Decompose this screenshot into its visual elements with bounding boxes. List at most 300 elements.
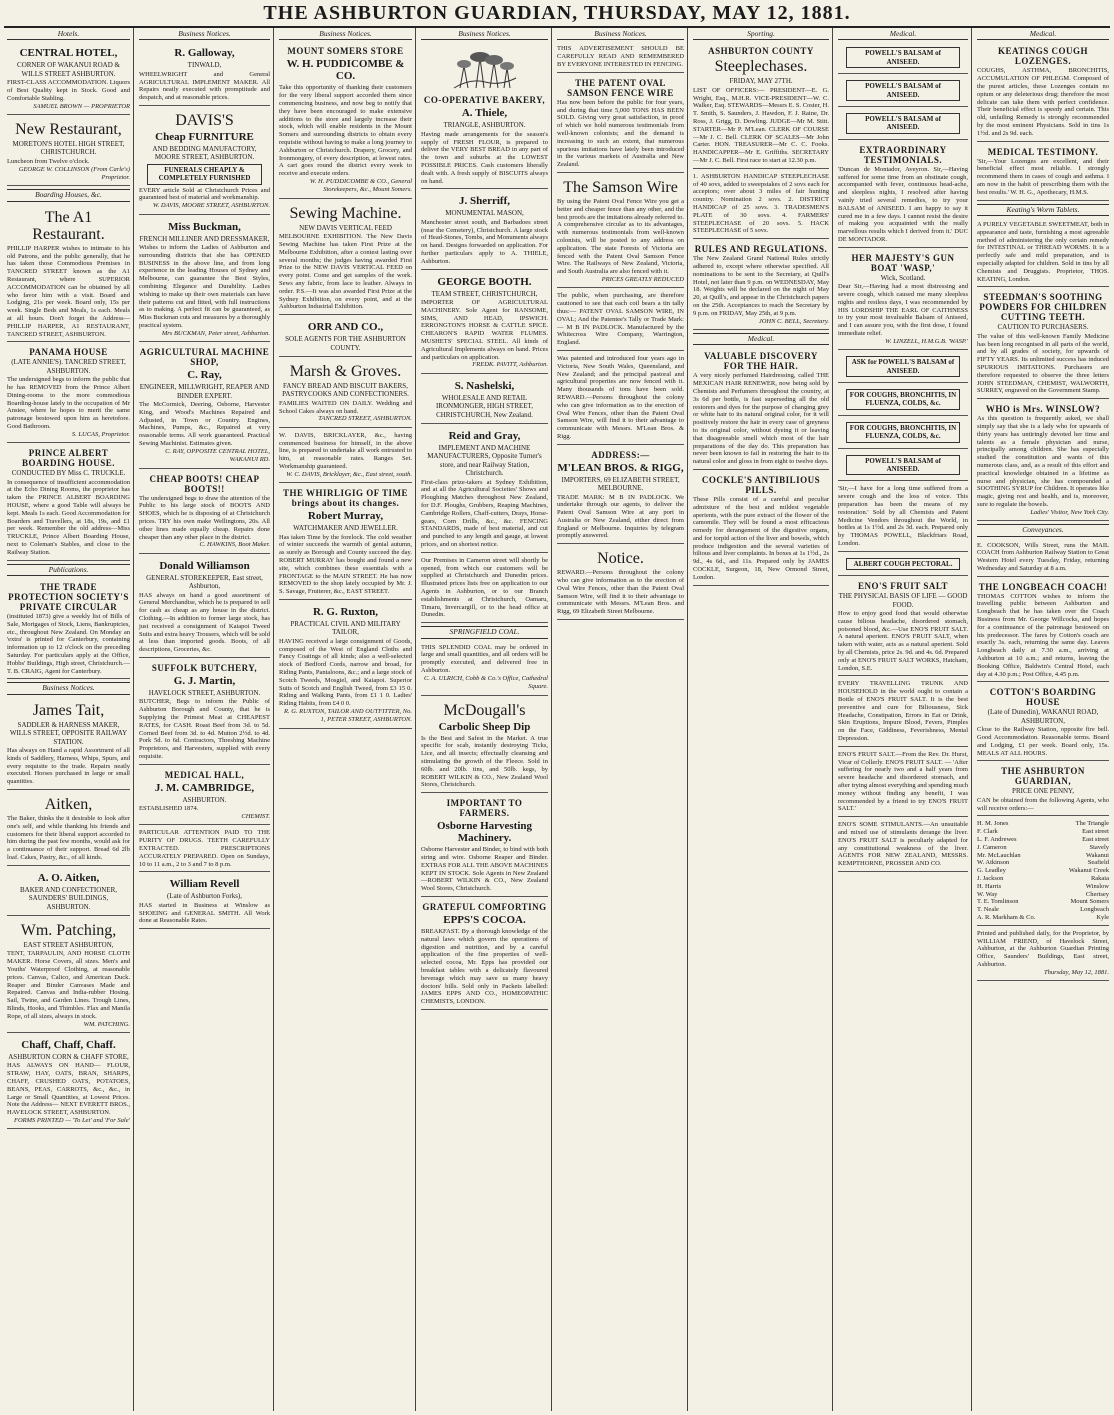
ad-body-text: FIRST-CLASS ACCOMMODATION. Liquors of Best Quality kept in Stock. Good and Comfortable Stabling.: [7, 79, 130, 102]
agent-place: The Triangle: [1075, 820, 1109, 828]
ad-subheadline: COTTON'S BOARDING HOUSE: [989, 687, 1097, 708]
column-heading: Business Notices.: [139, 30, 270, 40]
ad-signature: C. HAWKINS, Boot Maker.: [199, 541, 270, 549]
ad-body-text: TENT, TARPAULIN, AND HORSE CLOTH MAKER. Horse Covers, all sizes. Men's and Youths' Waterproof Clothing, at reasonable prices. Canvas, Calico, and American Duck. Reaper and Binder Canvases Made and Repaired. Canvas and India-rubber Hosing. Sail, Twine, and Garden Lines. Trough Lines, Blinds, Hooks, and Thimbles. Flax and Manila Rope, of all sizes, always in stock.: [7, 950, 130, 1020]
ad-signature: PRICES GREATLY REDUCED: [601, 275, 684, 283]
advertisement: [557, 447, 684, 545]
ad-address: PRICE ONE PENNY,: [1012, 787, 1074, 796]
ad-boxed-label: POWELL'S BALSAM of ANISEED.: [846, 113, 960, 134]
advertisement: [693, 43, 829, 168]
advertisement: [279, 359, 412, 428]
advertisement: [421, 795, 548, 897]
column-heading: Business Notices.: [557, 30, 684, 40]
ad-headline-large: The A1 Restaurant.: [32, 208, 105, 243]
section-heading: Boarding Houses, &c.: [7, 189, 130, 201]
agent-place: East street: [1082, 828, 1109, 836]
ad-headline-large: Notice.: [597, 550, 644, 568]
column-heading: Business Notices.: [421, 30, 548, 40]
ad-signature: R. G. RUXTON, TAILOR AND OUTFITTER, No. 1, PETER STREET, ASHBURTON.: [283, 707, 412, 724]
ad-body-text: ENO'S FRUIT SALT.—From the Rev. Dr. Hurst, Vicar of Collerly. ENO'S FRUIT SALT. — 'After suffering for nearly two and a half years from severe headache and disordered stomach, and after trying almost everything and spending much money without finding any benefit, I was recommended by a friend to try ENO'S FRUIT SALT.': [838, 750, 968, 813]
advertisement: [279, 43, 412, 198]
ad-body-text: The New Zealand Grand National Rules strictly adhered to, except where otherwise specified. All nominations to be sent to the Secretary, at Quill's Hotel, not later than 9 p.m. on WEDNESDAY, May 18. Weights will be declared on the night of May 20, at Quill's, and appear in the Christchurch papers on the 25th. Acceptances to reach the Secretary by 9 p.m. on FRIDAY, May 25th, at 9 p.m.: [693, 255, 829, 317]
ad-body-text: Take this opportunity of thanking their customers for the very liberal support accorded them since commencing business, and now beg to notify that they have been encouraged to make extensive additions to the store and largely increase their stock, which will enable residents in the Mount Somers and surrounding districts to obtain every requisite without having to make a long journey to Ashburton or Christchurch. Drapery, Grocery, and Ironmongery, of every description, at lowest rates. A cart goes round the district every week to receive and execute orders.: [279, 84, 412, 178]
agent-place: Longbeach: [1080, 906, 1109, 914]
advertisement: [977, 540, 1109, 577]
advertisement: [838, 352, 968, 383]
ad-address: PRACTICAL CIVIL AND MILITARY TAILOR,: [290, 619, 401, 637]
ad-address: SOLE AGENTS FOR THE ASHBURTON COUNTY.: [285, 335, 406, 352]
ad-body-text: LIST OF OFFICERS:— PRESIDENT—E. G. Wright, Esq., M.H.R. VICE-PRESIDENT—W. C. Walker, Esq. STEWARDS—Messrs E. S. Coster, H. T. Smith, S. Saunders, J. Hawdon, F. J. Raine, Dr. Ross, J. Grigg, D. Dowling. JUDGE—Mr M. Stitt. STARTER—Mr P. M'Lean. CLERK OF COURSE—Mr J. C. Bell. CLERK OF SCALES—Mr John Carter. HON. TREASURER—Mr C. C. Fooks. HANDICAPPER—Mr E. Griffiths. SECRETARY—Mr J. C. Bell. First race to start at 12.30 p.m.: [693, 86, 829, 164]
ad-body-text: 'Duncan de Montador, Aveyron. Sir,—Having suffered for some time from an obstinate cough, accompanied with fever, continuous head-ache, and sleepless nights, I resolved after having vainly tried several remedies, to try your BALSAM of ANISEED. I am happy to say it cured me in a few days. I cannot resist the desire of making you acquainted with the really marvellous results which I derived from it.' DUC DE MONTADOR.: [838, 165, 968, 244]
advertisement: [421, 191, 548, 269]
ad-signature: CHEMIST.: [241, 812, 270, 820]
section-heading: Keating's Worm Tablets.: [977, 204, 1109, 216]
ad-body-text: FAMILIES WAITED ON DAILY. Wedding and School Cakes always on hand.: [279, 399, 412, 415]
advertisement: [139, 344, 270, 468]
ad-body-text: Close to the Railway Station, opposite fire bell. Good Accommodation. Reasonable terms. Board and Lodging, £1 per week. Board only, 15s. MEALS AT ALL HOURS.: [977, 726, 1109, 757]
advertisement: [977, 763, 1109, 816]
agent-place: Stavely: [1089, 843, 1109, 851]
column-4: [418, 28, 552, 1411]
ad-signature: WM. PATCHING.: [83, 1020, 130, 1028]
ad-headline: A. Thiele,: [461, 107, 508, 120]
ad-body-text: Osborne Harvester and Binder, to bind with both string and wire. Osborne Reaper and Binder. EXTRAS FOR ALL THE ABOVE MACHINES KEPT IN STOCK. Sole Agents in New Zealand—ROBERT WILKIN & CO., New Zealand Wool Stores, Christchurch.: [421, 846, 548, 893]
agent-name: H. Harris: [977, 882, 1002, 890]
ad-body-text: Wishes to inform the Ladies of Ashburton and surrounding districts that she has OPENED BUSINESS in the above line, and from long experience in the leading Houses of Sydney and Melbourne, can guarantee the Best Styles, combining Elegance and Durability. Ladies wishing to make up their own materials can have their patterns cut and fitted, with full instructions as to making. A perfect fit can be guaranteed, as Miss Buckman cuts and measures by a thoroughly practical system.: [139, 244, 270, 329]
ad-address: WATCHMAKER AND JEWELLER.: [293, 524, 398, 533]
ad-body-text: THOMAS COTTON wishes to inform the travelling public between Ashburton and Longbeach that he has taken over the Coach Business from Mr. George Willcocks, and hopes for a continuance of the patronage bestowed on his predecessor. The fares by Cotton's coach are exactly 3s. each, returning the same day. Leaves Longbeach daily at 7.30 a.m., arriving at Ashburton at 10 a.m.; and returns, leaving the Booking Office, Baldwin's Central Hotel, each day at 4.30 p.m.; Post Office, 4.45 p.m.: [977, 592, 1109, 678]
advertisement: [838, 749, 968, 817]
ad-headline: Robert Murray,: [307, 510, 384, 523]
agent-place: Mount Somers: [1070, 898, 1109, 906]
column-heading: Hotels.: [7, 30, 130, 40]
ad-body-text: By using the Patent Oval Fence Wire you get a better and cheaper fence than any other, and the best proofs are the imitations already referred to. A comprehensive circular as to its advantages, with numerous testimonials from well-known colonists, will be posted to any address on application. The state Forests of Victoria are fenced with the Patent Oval Samson Fence Wire. The Railways of New Zealand, Victoria, and South Australia are also fenced with it.: [557, 197, 684, 276]
advertisement: [139, 471, 270, 554]
ad-subheadline: COCKLE'S ANTIBILIOUS PILLS.: [701, 474, 821, 495]
advertisement: [838, 578, 968, 676]
advertisement: [139, 874, 270, 929]
column-2: [136, 28, 274, 1411]
ad-signature: GEORGE W. COLLINSON (From Carle's) Proprietor.: [18, 165, 130, 182]
advertisement: [977, 928, 1109, 981]
ad-body-text: MELBOURNE EXHIBITION. The New Davis Sewing Machine has taken First Prize at the Melbourne Exhibition, after a contest lasting over several months; the judges having awarded First Prize to the NEW DAVIS VERTICAL FEED on every point. Come and get samples of the work. Sews any fabric, from lace to leather. Always in order. P.S.—It was also awarded First Prize at the Sydney Exhibition, on every point, and at the Ashburton Industrial Exhibition.: [279, 233, 412, 311]
advertisement: [838, 109, 968, 140]
advertisement: [693, 348, 829, 470]
ad-subheadline: CO-OPERATIVE BAKERY,: [423, 95, 546, 106]
ad-subheadline: THE ASHBURTON GUARDIAN,: [1001, 766, 1085, 787]
ad-body-text: Luncheon from Twelve o'clock.: [7, 157, 90, 165]
ad-boxed-label: POWELL'S BALSAM of ANISEED.: [846, 47, 960, 68]
ad-body-text: WHEELWRIGHT and General AGRICULTURAL IMPLEMENT MAKER. All Repairs neatly executed with promptitude and despatch, and at reasonable prices.: [139, 70, 270, 102]
ad-address: WHOLESALE AND RETAIL IRONMONGER, HIGH STREET, CHRISTCHURCH, New Zealand.: [435, 393, 534, 419]
ad-body-text: E. COOKSON, Wills Street, runs the MAIL COACH from Ashburton Railway Station to Great Western Hotel every Tuesday, Friday, returning Wednesday and Saturday at 8 a.m.: [977, 541, 1109, 572]
advertisement: [838, 483, 968, 551]
ad-body-text: CAN be obtained from the following Agents, who will receive orders:—: [977, 796, 1109, 812]
column-heading: Sporting.: [693, 30, 829, 40]
ad-signature: S. LUCAS, Proprietor.: [71, 430, 130, 438]
advertisement: [838, 385, 968, 416]
advertisement: [279, 201, 412, 315]
advertisement: [977, 818, 1109, 925]
advertisement: [557, 43, 684, 72]
ad-body-text: IMPORTER OF AGRICULTURAL MACHINERY. Sole Agent for RANSOME, SIMS, AND HEAD, IPSWICH. ERRONGTON'S HORSE & CATTLE SPICE. CHEARON'S RAPID WATER FLUMES. MUSHETS' SPECIAL STEEL. All kinds of Agricultural Implements always on hand. Prices and particulars on application.: [421, 298, 548, 361]
section-heading: Medical.: [693, 333, 829, 345]
advertisement: [557, 546, 684, 620]
advertisement: [421, 43, 548, 189]
advertisement: [7, 868, 130, 916]
advertisement: [557, 353, 684, 445]
ad-signature: Thursday, May 12, 1881.: [1044, 968, 1109, 976]
column-heading: Medical.: [838, 30, 968, 40]
ad-headline-large: Wm. Patching,: [20, 921, 117, 939]
ad-body-text: Is the Best and Safest in the Market. A true specific for scab, instantly destroying Ticks, Lice, and all insects; effectually cleansing and stimulating the growth of the Fleece. Sold in 60lb. and 20lb. tins, and 50lb. kegs, by ROBERT WILKIN & CO., New Zealand Wool Stores, Christchurch.: [421, 734, 548, 789]
agent-place: East street: [1082, 836, 1109, 844]
ad-body-text: PARTICULAR ATTENTION PAID TO THE PURITY OF DRUGS. TEETH CAREFULLY EXTRACTED. PRESCRIPTIONS ACCURATELY PREPARED. Open on Sundays, 10 to 11 a.m., 2 to 3 and 7 to 8 p.m.: [139, 829, 270, 868]
ad-address: FANCY BREAD AND BISCUIT BAKERS, PASTRYCOOKS AND CONFECTIONERS.: [282, 381, 409, 399]
column-3: [276, 28, 416, 1411]
advertisement: [279, 602, 412, 729]
advertisement: [139, 217, 270, 343]
ad-address: FRENCH MILLINER AND DRESSMAKER,: [139, 234, 270, 243]
column-8: [974, 28, 1112, 1411]
ad-body-text: HAVING received a large consignment of Goods, composed of the West of England Cloths and Fancy Coatings of all kinds; also a well-selected stock of Bedford Cords, narrow and broad, for Riding Pants, Pantaloons, &c.; and a large stock of Scotch Tweeds, Mosgiel, and Kaiapoi. Superior Suits of Scotch and English Tweed, from £3 15 0. Riding and Walking Pants, from £1 1 0. Ladies' Riding Habits, from £4 0 0.: [279, 637, 412, 708]
ad-signature: JOHN C. BELL, Secretary.: [758, 317, 829, 325]
ad-boxed-label: POWELL'S BALSAM of ANISEED.: [846, 80, 960, 101]
agent-name: A. R. Markham & Co.: [977, 914, 1036, 922]
ad-body-text: First-class prize-takers at Sydney Exhibition, and at all the Agricultural Societies' Shows and Ploughing Matches throughout New Zealand, for D.F. Ploughs, Grubbers, Reaping Machines, Cambridge Rollers, Chaff-cutters, Drays, Horse-gears, Corn Drills, &c., &c. FENCING STANDARDS, made of best material, and cut and punched to any length and gauge, at lowest prices, and on shortest notice.: [421, 478, 548, 548]
ad-signature: W. C. DAVIS, Bricklayer, &c., East street, south.: [286, 470, 412, 478]
agent-row: [977, 852, 1109, 860]
ad-headline: Cheap FURNITURE: [155, 131, 254, 143]
section-heading: SPRINGFIELD COAL.: [421, 626, 548, 638]
ad-headline-large: New Restaurant,: [15, 121, 122, 139]
ad-signature: TANCRED STREET, ASHBURTON.: [318, 415, 412, 423]
ad-address: THE PHYSICAL BASIS OF LIFE — GOOD FOOD.: [838, 592, 968, 609]
advertisement: [557, 175, 684, 288]
ad-subheadline: ENO'S FRUIT SALT: [857, 581, 949, 592]
advertisement: [693, 171, 829, 239]
agent-name: J. Jackson: [977, 875, 1004, 883]
advertisement: [7, 117, 130, 186]
ad-address: HAVELOCK STREET, ASHBURTON.: [148, 688, 261, 697]
agent-row: [977, 883, 1109, 891]
agent-name: T. E. Tomlinson: [977, 898, 1019, 906]
advertisement: [977, 289, 1109, 399]
ad-headline: Reid and Gray,: [448, 429, 521, 442]
ad-body-text: A very nicely perfumed Hairdressing, called THE MEXICAN HAIR RENEWER, now being sold by Chemists and Perfumers throughout the country, at 3s 6d per bottle, is fast superseding all the old restorers and dyes for the purpose of changing grey or white hair to its natural original color, for it will positively restore the hair in every case of greyness to its original color, without dyeing it or leaving that disagreeable smell which most of the hair preparations of the day do. This preparation has never been known to fail in restoring the hair to its natural color and gloss in from eight to twelve days.: [693, 372, 829, 466]
advertisement: [7, 445, 130, 560]
advertisement: [838, 678, 968, 746]
ad-address: CORNER OF WAKANUI ROAD & WILLS STREET ASHBURTON.: [17, 61, 120, 78]
column-7: [835, 28, 972, 1411]
ad-body-text: EVERY article Sold at Christchurch Prices and guaranteed best of material and workmanship.: [139, 186, 270, 202]
section-heading: Publications.: [7, 564, 130, 576]
ad-subheadline: WHO is Mrs. WINSLOW?: [985, 404, 1101, 415]
ad-subheadline: KEATINGS COUGH LOZENGES.: [997, 46, 1089, 67]
ad-headline: W. H. PUDDICOMBE & CO.: [286, 58, 405, 83]
ad-body-text: Dear Sir,—Having had a most distressing and severe cough, which caused me many sleepless nights and restless days, I was recommended by HIS LORDSHIP THE EARL OF CAITHNESS to try your most invaluable Balsam of Aniseed, and I can assure you, with the first dose, I found immediate relief.: [838, 283, 968, 337]
advertisement: [139, 767, 270, 826]
columns: [0, 28, 1114, 1411]
ad-subheadline: MOUNT SOMERS STORE: [287, 46, 404, 57]
masthead-title: THE ASHBURTON GUARDIAN, THURSDAY, MAY 12, 1881.: [263, 1, 851, 24]
advertisement: [421, 698, 548, 794]
advertisement: [838, 76, 968, 107]
ad-body-text: As this question is frequently asked, we shall simply say that she is a lady who for upwards of thirty years has untiringly devoted her time and talents as a female physician and nurse, principally among children. She has especially studied the constitution and wants of this numerous class, and, as a result of this effort and practical knowledge obtained in a lifetime as nurse and physician, she has compounded a SOOTHING SYRUP for Children. It operates like magic, giving rest and health, and is, moreover, sure to regulate the bowels.: [977, 415, 1109, 508]
ad-subheadline: THE TRADE PROTECTION SOCIETY'S PRIVATE CIRCULAR: [8, 581, 129, 612]
column-heading: Business Notices.: [279, 30, 412, 40]
advertisement: [838, 554, 968, 576]
ad-subheadline: CHEAP BOOTS! CHEAP BOOTS!!: [149, 473, 260, 494]
ad-headline: Miss Buckman,: [168, 220, 241, 233]
ad-signature: W. LINZELL, H.M.G.B. 'WASP.': [885, 337, 968, 345]
advertisement: [838, 819, 968, 872]
ad-address: GENERAL STOREKEEPER, East street, Ashburton,: [146, 573, 263, 591]
ad-subheadline: STEEDMAN'S SOOTHING POWDERS FOR CHILDREN CUTTING TEETH.: [979, 292, 1107, 323]
ad-body-text: How to enjoy good food that would otherwise cause bilious headache, disordered stomach, poisoned blood, &c.—Use ENO'S FRUIT SALT. A natural aperient. ENO'S FRUIT SALT, when taken with water, acts as a natural aperient. Sold by all Chemists, price 2s. 9d. and 4s. 6d. Prepared only at ENO'S FRUIT SALT WORKS, Hatcham, London, S.E.: [838, 610, 968, 672]
agent-row: [977, 820, 1109, 828]
ad-headline-large: McDougall's: [443, 701, 526, 719]
agent-name: Mr. McLauchlan: [977, 851, 1021, 859]
ad-body-text: 1. ASHBURTON HANDICAP STEEPLECHASE of 40 sovs, added to sweepstakes of 2 sovs each for acceptors; over about 3 miles of fair hunting country. Nomination 2 sovs. 2. DISTRICT HANDICAP of 25 sovs. 3. TRADESMEN'S PLATE of 30 sovs. 4. FARMERS' STEEPLECHASE of 20 sovs. 5. HACK STEEPLECHASE of 5 sovs.: [693, 172, 829, 235]
agent-row: [977, 859, 1109, 867]
ad-body-text: A PURELY VEGETABLE SWEETMEAT, both in appearance and taste, furnishing a most agreeable method of administering the only certain remedy for INTESTINAL or THREAD WORMS. It is a perfectly safe and mild preparation, and is especially adapted for children. Sold in tins by all Chemists and Druggists. Proprietor, THOS. KEATING, London.: [977, 220, 1109, 283]
advertisement: [139, 108, 270, 215]
ad-headline-large: Marsh & Groves.: [289, 362, 402, 380]
ad-headline: William Revell: [169, 878, 240, 891]
advertisement: [7, 579, 130, 679]
ad-headline: Osborne Harvesting Machinery.: [436, 820, 533, 845]
agent-name: F. Clark: [977, 828, 998, 836]
ad-address: ASHBURTON CORN & CHAFF STORE,: [8, 1052, 129, 1061]
ad-body-text: The McCormick, Deering, Osborne, Harvester King, and Wood's Machines Repaired and Adjusted, in Town or Country. Engines, Machines, Pumps, &c., Repaired at very reasonable terms. All work guaranteed. Practical Sewing Machinist. Estimates given.: [139, 401, 270, 447]
ad-body-text: HAS always on hand a good assortment of General Merchandise, which he is prepared to sell for cash as cheap as any house in the district. Clothing.—In addition to former large stock, has just received a consignment of Kaiapoi Tweed Suits and extra heavy Trousers, which will be sold at less than imported goods. Boots, of all descriptions, Groceries, &c.: [139, 591, 270, 654]
agent-name: W. Atkinson: [977, 859, 1010, 867]
agent-row: [977, 898, 1109, 906]
advertisement: [7, 43, 130, 115]
ad-headline: ORR AND CO.,: [307, 321, 384, 334]
advertisement: [838, 250, 968, 350]
ad-boxed-label: ASK for POWELL'S BALSAM of ANISEED.: [846, 356, 960, 377]
ad-body-text: W. DAVIS, BRICKLAYER, &c., having commenced business for himself, in the above line, is prepared to undertake all work entrusted to him, at reasonable rates. Ranges Set. Workmanship guaranteed.: [279, 431, 412, 470]
agent-name: H. M. Jones: [977, 820, 1009, 828]
ad-body-text: BUTCHER, Begs to inform the Public of Ashburton Borough and County, that he is Supplying the Primest Meat at CHEAPEST RATES, for CASH. Roast Beef from 3d. to 5d. Corned Beef from 3d. to 4d. Mutton 2½d. to 4d. Pork 5d. to 6d. Contractors, Threshing Machine Proprietors, and Harvesters, supplied with every requisite.: [139, 698, 270, 760]
ad-address: TEAM STREET, CHRISTCHURCH,: [431, 289, 538, 298]
ad-address: ENGINEER, MILLWRIGHT, REAPER AND BINDER EXPERT.: [139, 383, 270, 400]
ad-boxed-label: ALBERT COUGH PECTORAL.: [846, 558, 960, 570]
column-1: [4, 28, 134, 1411]
ad-headline-large: Steeplechases.: [714, 58, 808, 76]
ad-address: MORETON'S HOTEL HIGH STREET, CHRISTCHURCH.: [12, 140, 125, 157]
ad-body-text: Has always on Hand a rapid Assortment of all kinds of Saddlery, Harness, Whips, Spurs, and every requisite to the trade. Repairs neatly executed. Horses purchased in large or small quantities.: [7, 746, 130, 786]
ad-body-text: The value of this well-known Family Medicine has been long recognised in all parts of the world, and by all grades of society, for upwards of FIFTY YEARS. Its unlimited success has induced SPURIOUS IMITATIONS. Purchasers are therefore requested to observe the three letters JOHN STEEDMAN, CHEMIST, WALWORTH, SURREY, engraved on the Government Stamp.: [977, 332, 1109, 395]
advertisement: [838, 43, 968, 74]
agent-place: Chertsey: [1085, 890, 1109, 898]
ad-headline: G. J. Martin,: [173, 674, 236, 687]
ad-body-text: ENO'S SOME STIMULANTS.—An unsuitable and mixed use of stimulants derange the liver. ENO'S FRUIT SALT is peculiarly adapted for any constitutional weakness of the liver. AGENTS FOR NEW ZEALAND, MESSRS. KEMPTHORNE, PROSSER AND CO.: [838, 821, 968, 868]
ad-signature: C. RAY, OPPOSITE CENTRAL HOTEL, WAKANUI RD.: [165, 447, 270, 464]
ad-subheadline: PANAMA HOUSE: [29, 347, 108, 358]
ad-address: SADDLER & HARNESS MAKER, WILLS STREET, OPPOSITE RAILWAY STATION.: [9, 720, 128, 746]
ad-body-text: 'Sir,—Your Lozenges are excellent, and their beneficial effect most reliable. I strongly recommend them in cases of cough and asthma. I am now in the habit of prescribing them with the best results.' W. H. G., Apothecary, H.M.S.: [977, 157, 1109, 196]
ad-address: EAST STREET ASHBURTON,: [23, 940, 114, 949]
ad-address: CAUTION TO PURCHASERS.: [997, 323, 1089, 332]
ad-address: TINWALD,: [187, 61, 222, 70]
advertisement: [557, 290, 684, 351]
ad-boxed-label: FOR COUGHS, BRONCHITIS, IN FLUENZA, COLDS, &c.: [846, 389, 960, 410]
ad-address: (Late of Ashburton Forks),: [166, 892, 243, 901]
advertisement: [279, 485, 412, 600]
agent-row: [977, 875, 1109, 883]
agent-row: [977, 891, 1109, 899]
ad-headline: CENTRAL HOTEL,: [19, 47, 118, 60]
ad-body-text: HAS started in Business at Winslow as SHOEING and GENERAL SMITH. All Work done at Reasonable Rates.: [139, 901, 270, 925]
ad-headline-large: DAVIS'S: [175, 112, 234, 129]
ad-address: TRIANGLE, ASHBURTON.: [443, 121, 526, 130]
ad-headline: R. Galloway,: [174, 47, 235, 60]
ad-subheadline: RULES AND REGULATIONS.: [694, 244, 828, 255]
agent-name: G. Leadley: [977, 867, 1006, 875]
ad-address: IMPLEMENT AND MACHINE MANUFACTURERS, Opposite Turner's store, and near Railway Station, Christchurch.: [427, 443, 542, 478]
ad-signature: C. A. ULRICH, Cobb & Co.'s Office, Cathedral Square.: [423, 674, 548, 691]
ad-headline: C. Ray,: [187, 369, 222, 382]
advertisement: [421, 899, 548, 1010]
advertisement: [838, 451, 968, 482]
ad-headline-large: Sewing Machine.: [289, 204, 402, 222]
ad-body-text: Was patented and introduced four years ago in Victoria, New South Wales, Queensland, and New Zealand; and the principal pastoral and agricultural properties are now fenced with it. Many thousands of tons have been sold. REWARD.—Persons throughout the colony who can give information as to the erection of Oval Wire Fences, other than the Patent Oval Samson Wire, will find it to their advantage to communicate with Messrs. M'Lean Bros. & Rigg.: [557, 354, 684, 440]
ad-address: (LATE ANNIE'S). TANCRED STREET, ASHBURTON.: [11, 358, 126, 375]
advertisement: [279, 430, 412, 483]
ad-headline-large: Aitken,: [44, 795, 93, 813]
ad-signature: FORMS PRINTED — 'To Let' and 'For Sale': [13, 1116, 130, 1124]
section-heading: Conveyances.: [977, 524, 1109, 536]
ad-body-text: PHILLIP HARPER wishes to intimate to his old Patrons, and the public generally, that he has taken those Commodious Premises in TANCRED STREET known as the A1 Restaurant, where SUPERIOR ACCOMMODATION can be obtained by all who favor him with a visit. Board and Lodging, 21s per week. Board only, 15s per week. Single Beds and Meals, 1s each. Meals at all hours. Don't forget the Address— PHILLIP HARPER, A1 RESTAURANT, TANCRED STREET, ASHBURTON.: [7, 244, 130, 338]
advertisement: [421, 642, 548, 696]
ad-body-text: The undersigned begs to draw the attention of the Public to his large stock of BOOTS AND SHOES, which he is disposing of at Christchurch prices. TRY his own make Wellingtons, 20s. All other lines made equally cheap. Repairs done cheaper than any other place in the district.: [139, 494, 270, 541]
ad-body-text: In consequence of insufficient accommodation at the Echo Dining Rooms, the proprietor has taken the PRINCE ALBERT BOARDING HOUSE, where a good Table will always be kept. Meals 1s each. Good Accommodation for Boarders and Travellers, at 18s, 19s, and £1 per week. Remember the old address—Miss TRUCKLE, Prince Albert Boarding House, next to Coleman's Stables, and close to the Railway Station.: [7, 478, 130, 556]
agent-row: [977, 914, 1109, 922]
advertisement: [693, 241, 829, 330]
ad-body-text: Having made arrangements for the season's supply of FRESH FLOUR, is prepared to deliver the VERY BEST BREAD in any part of the town and suburbs at the LOWEST POSSIBLE PRICES. Cash customers liberally dealt with. A fresh supply of BISCUITS always on hand.: [421, 130, 548, 185]
ad-address: (Late of Dunedin), WAKANUI ROAD, ASHBURTON,: [987, 708, 1099, 725]
advertisement: [977, 401, 1109, 521]
ad-signature: W. H. PUDDICOMBE & CO., General Storekeepers, &c., Mount Somers.: [309, 177, 412, 194]
ad-subheadline: THE LONGBEACH COACH!: [978, 581, 1108, 592]
ad-subheadline: EXTRAORDINARY TESTIMONIALS.: [859, 144, 947, 165]
ad-subheadline: ASHBURTON COUNTY: [708, 46, 814, 57]
advertisement: [421, 376, 548, 424]
advertisement: [977, 579, 1109, 683]
advertisement: [139, 660, 270, 765]
ad-subheadline: MEDICAL HALL,: [164, 769, 245, 780]
ad-body-text: Has taken Time by the forelock. The cold weather of winter succeeds the warmth of genial autumn, as surely as Borough and County succeed the day. ROBERT MURRAY has bought and found a new site, which combines these essentials with a FRONTAGE to the MAIN STREET. He has now REMOVED to the shop lately occupied by Mr. J. S. Savage, Fruiterer, &c., EAST STREET.: [279, 533, 412, 596]
ad-subheadline: THE PATENT OVAL SAMSON FENCE WIRE: [567, 77, 674, 98]
advertisement: [7, 698, 130, 790]
column-5: [554, 28, 688, 1411]
bakery-engraving-icon: [450, 48, 520, 92]
advertisement: [421, 555, 548, 623]
ad-headline: GEORGE BOOTH.: [437, 275, 532, 288]
ad-headline: S. Nashelski,: [454, 379, 515, 392]
advertisement: [838, 142, 968, 248]
ad-body-text: Our Premises in Cameron street will shortly be opened, from which our customers will be supplied at Christchurch and Dunedin prices. Illustrated prices lists free on application to our Agents in Ashburton, or to our Branch establishments at Christchurch, Oamaru, Timaru, Invercargill, or to the head office at Dunedin.: [421, 556, 548, 619]
ad-headline: M'LEAN BROS. & RIGG,: [557, 461, 684, 474]
agent-row: [977, 844, 1109, 852]
ad-address: ASHBURTON.: [182, 795, 227, 804]
ad-body-text: EVERY TRAVELLING TRUNK AND HOUSEHOLD in the world ought to contain a Bottle of ENO'S FRUIT SALT. It is the best preventive and cure for Biliousness, Sick Headache, Constipation, Errors in Eat or Drink, Skin Eruptions, Impure Blood, Fevers, Pimples on the Face, Giddiness, Feverishness, Mental Depression.: [838, 680, 968, 742]
section-heading: Business Notices.: [7, 682, 130, 694]
advertisement: [557, 75, 684, 173]
ad-address: IMPORTERS, 69 ELIZABETH STREET, MELBOURNE.: [561, 475, 680, 493]
agent-place: Kyle: [1096, 914, 1109, 922]
agent-row: [977, 906, 1109, 914]
ad-body-text: ESTABLISHED 1874.: [139, 805, 199, 813]
ad-address: AND BEDDING MANUFACTORY, MOORE STREET, ASHBURTON.: [152, 145, 257, 162]
advertisement: [693, 472, 829, 586]
ad-subheadline: THE WHIRLIGIG OF TIME brings about its changes.: [282, 488, 409, 509]
column-6: [690, 28, 833, 1411]
advertisement: [139, 556, 270, 658]
ad-headline: J. M. CAMBRIDGE,: [154, 781, 255, 794]
ad-body-text: COUGHS, ASTHMA, BRONCHITIS, ACCUMULATION OF PHLEGM. Composed of the purest articles, these Lozenges contain no opium or any deleterious drug; therefore the most delicate can take them with perfect confidence. Their beneficial effect is speedy and certain. This old, unfailing Remedy is strongly recommended by the most eminent Physicians. Sold in tins 1s 1½d. and 2s 9d. each.: [977, 67, 1109, 137]
ad-body-text: The Baker, thinks the it desirable to look after one's self, and while thanking his friends and customers for their liberal support accorded to him during the past few months, would ask for a continuance of their support. Bread 6d 2lb loaf. Cakes, Pastry, &c., of all kinds.: [7, 814, 130, 861]
advertisement: [977, 219, 1109, 287]
advertisement: [977, 684, 1109, 761]
advertisement: [7, 792, 130, 866]
agent-name: J. Cameron: [977, 843, 1007, 851]
ad-address: BAKER AND CONFECTIONER, SAUNDERS' BUILDINGS, ASHBURTON.: [19, 885, 118, 911]
ad-body-text: Has now been before the public for four years, and during that time 5,000 TONS HAS BEEN SOLD. Giving very great satisfaction, in proof of which we hold numerous testimonials from well-known colonists; and the demand is increasing to such an extent, that numerous spurious imitations have lately been introduced in the various markets of Australia and New Zealand.: [557, 98, 684, 169]
ad-boxed-label: FOR COUGHS, BRONCHITIS, IN FLUENZA, COLDS, &c.: [846, 422, 960, 443]
ad-body-text: (instituted 1873) give a weekly list of Bills of Sale, Mortgages of Stock, Liens, Bankruptcies, etc., throughout New Zealand. On Monday an 'extra' is printed for Canterbury, containing information up to 12 o'clock on the preceding Saturday. For particulars apply at the Office, Hobbs' Buildings, High street, Christchurch.— T. B. CRAIG, Agent for Canterbury.: [7, 612, 130, 675]
ad-body-text: The public, when purchasing, are therefore cautioned to see that each coil bears a tin tally thus:— PATENT OVAL SAMSON WIRE, IN OVAL; And the Patentee's Tally or Trade Mark:— M B IN PADLOCK. Manufactured by the Whitecross Wire Company, Warrington, England.: [557, 292, 684, 347]
ad-body-text: The undersigned begs to inform the public that he has REMOVED from the Prince Albert Dining-rooms to the more commodious Boarding-house lately in the occupation of Mr Anstee, where he hopes to merit the same patronage bestowed upon him as heretofore. Good Bathroom.: [7, 376, 130, 430]
masthead: [4, 0, 1110, 28]
agent-place: Wakanui Creek: [1068, 867, 1109, 875]
ad-subheadline: VALUABLE DISCOVERY FOR THE HAIR.: [704, 351, 818, 372]
ad-signature: W. DAVIS, MOORE STREET, ASHBURTON.: [152, 202, 270, 210]
ad-subheadline: MEDICAL TESTIMONY.: [987, 146, 1099, 157]
ad-subheadline: AGRICULTURAL MACHINE SHOP,: [139, 347, 270, 368]
ad-headline: Chaff, Chaff, Chaff.: [21, 1038, 116, 1051]
ad-body-text: TRADE MARK: M B IN PADLOCK. We undertake through our agents, to deliver the Patent Oval Samson Wire at any port in Australia or New Zealand, either direct from England or Melbourne. Inquiries by telegram promptly answered.: [557, 493, 684, 540]
ad-signature: Ladies' Visitor, New York City.: [1030, 508, 1109, 516]
advertisement: [139, 827, 270, 872]
agent-row: [977, 836, 1109, 844]
ad-address: MONUMENTAL MASON,: [445, 209, 524, 218]
agent-name: L. F. Andrewes: [977, 836, 1017, 844]
advertisement: [279, 317, 412, 357]
ad-body-text: BREAKFAST. By a thorough knowledge of the natural laws which govern the operations of digestion and nutrition, and by a careful application of the fine properties of well-selected cocoa, Mr. Epps has provided our breakfast tables with a delicately flavoured beverage which may save us many heavy doctors' bills. Sold only in Packets labelled: JAMES EPPS AND CO., HOMEOPATHIC CHEMISTS, LONDON.: [421, 927, 548, 1006]
ad-address: NEW DAVIS VERTICAL FEED: [299, 223, 392, 232]
ad-signature: FREDK. PAVITT, Ashburton.: [472, 361, 548, 369]
ad-body-text: REWARD.—Persons throughout the colony who can give information as to the erection of Oval Wire Fences, other than the Patent Oval Samson Wire, will find it to their advantage to communicate with Messrs. M'Lean Bros. and Rigg, 69 Elizabeth Street Melbourne.: [557, 569, 684, 616]
ad-address: Wick, Scotland.: [880, 273, 926, 282]
ad-headline-large: The Samson Wire: [563, 178, 678, 196]
column-heading: Medical.: [977, 30, 1109, 40]
agent-row: [977, 828, 1109, 836]
ad-body-text: HAS ALWAYS ON HAND— FLOUR, STRAW, HAY, OATS, BRAN, SHARPS, CHAFF, CRUSHED OATS, POTATOES, BEANS, PEAS, CARROTS, &c., &c., in Large or Small Quantities, at Lowest Prices. Note the Address— NEXT EVERETT BROS., HAVELOCK STREET, ASHBURTON.: [7, 1062, 130, 1117]
agent-place: Seafield: [1087, 859, 1109, 867]
agent-name: T. Neale: [977, 906, 999, 914]
ad-body-text: 'Sir,—I have for a long time suffered from a severe cough and the loss of voice. This preparation has been the means of my restoration.' Sold by all Chemists and Patent Medicine Vendors throughout the World, in bottles at 1s 1½d. and 2s 3d. each. Prepared only by THOMAS POWELL, Blackfriars Road, London.: [838, 485, 968, 548]
ad-headline: Donald Williamson: [159, 559, 250, 572]
agent-place: Rakaia: [1090, 875, 1109, 883]
ad-subheadline: HER MAJESTY'S GUN BOAT 'WASP,': [851, 252, 955, 273]
ad-address: FRIDAY, MAY 27TH.: [729, 77, 793, 86]
ad-subheadline: PRINCE ALBERT BOARDING HOUSE.: [21, 448, 115, 469]
advertisement: [139, 43, 270, 106]
